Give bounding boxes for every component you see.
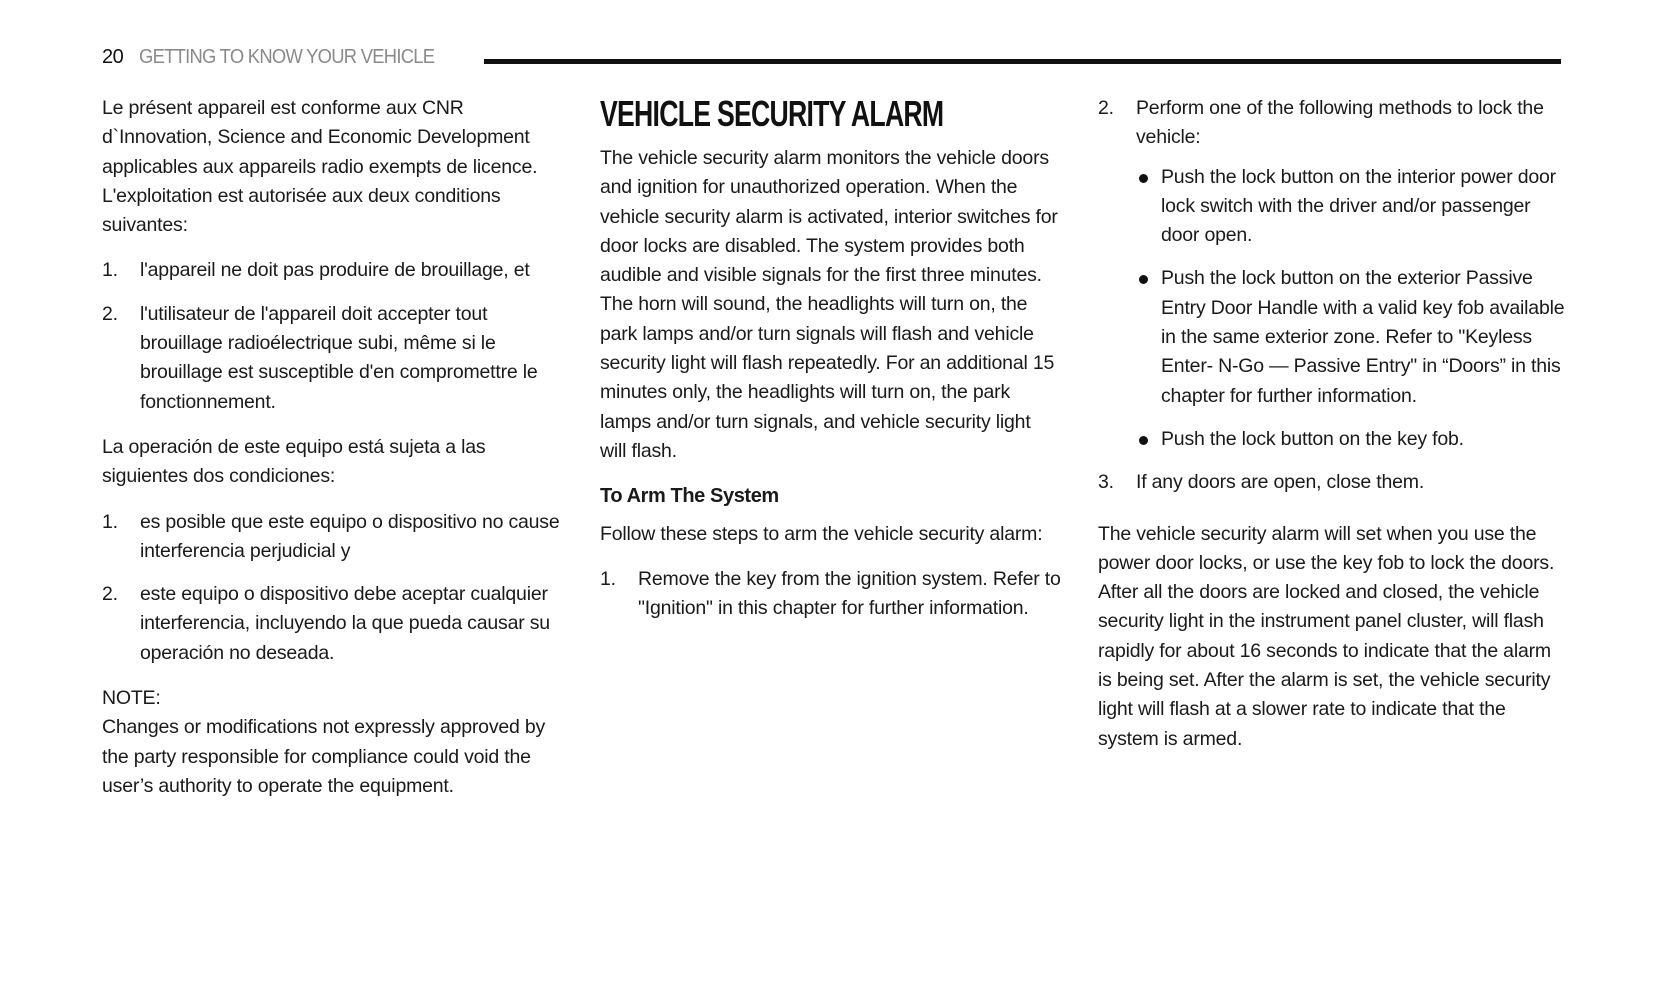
item-number: 2. (102, 302, 118, 325)
section-heading: VEHICLE SECURITY ALARM (600, 93, 944, 134)
list-item (102, 300, 564, 417)
numbered-list (102, 256, 564, 416)
item-text: If any doors are open, close them. (1136, 471, 1425, 494)
bullet-icon (1139, 436, 1148, 445)
note-text: Changes or modifications not expressly approved by the party responsible for compliance could void the user’s authority to operate the equipment. (102, 716, 546, 797)
column-3 (1098, 94, 1566, 770)
item-text: Remove the key from the ignition system. Refer to "Ignition" in this chapter for further information. (638, 567, 1061, 620)
bullet-item (1136, 163, 1566, 251)
page-number: 20 (102, 45, 124, 68)
header-rule (484, 59, 1561, 64)
item-number: 1. (102, 510, 118, 533)
column-2 (600, 94, 1062, 639)
bullet-text: Push the lock button on the interior power door lock switch with the driver and/or passenger door open. (1161, 165, 1556, 247)
column-1 (102, 94, 564, 801)
item-text: Perform one of the following methods to lock the vehicle: (1136, 97, 1544, 149)
paragraph: The vehicle security alarm will set when you use the power door locks, or use the key fob to lock the doors. After all the doors are locked and closed, the vehicle security light in the instrument panel cluster, will flash rapidly for about 16 seconds to indicate that the alarm is being set. After the alarm is set, the vehicle security light will flash at a slower rate to indicate that the system is armed. (1098, 522, 1555, 750)
item-number: 2. (1098, 97, 1114, 119)
bullet-list (1136, 163, 1566, 455)
list-item (102, 580, 564, 668)
list-item (102, 256, 564, 285)
note-label: NOTE: (102, 687, 161, 710)
numbered-list (600, 565, 1062, 624)
list-item (600, 565, 1062, 624)
item-number: 3. (1098, 471, 1114, 494)
bullet-item (1136, 264, 1566, 410)
bullet-text: Push the lock button on the exterior Passive Entry Door Handle with a valid key fob available in the same exterior zone. Refer to "Keyless Enter- N-Go — Passive Entry" in “Doors” in this chapter for further information. (1161, 267, 1565, 407)
list-item (1098, 468, 1566, 497)
numbered-list (102, 508, 564, 668)
section-title: GETTING TO KNOW YOUR VEHICLE (139, 45, 435, 68)
bullet-text: Push the lock button on the key fob. (1161, 427, 1464, 450)
list-item (102, 508, 564, 567)
item-text: l'utilisateur de l'appareil doit accepter tout brouillage radioélectrique subi, même si le brouillage est susceptible d'en compromettre le fonctionnement. (140, 302, 538, 413)
item-text: es posible que este equipo o dispositivo no cause interferencia perjudicial y (140, 510, 560, 562)
running-header (102, 44, 460, 70)
paragraph: Follow these steps to arm the vehicle security alarm: (600, 522, 1043, 545)
bullet-item (1136, 425, 1566, 454)
paragraph: Le présent appareil est conforme aux CNR d`Innovation, Science and Economic Development applicables aux appareils radio exempts de licence. L'exploitation est autorisée aux deux conditions suivantes: (102, 97, 538, 237)
paragraph: The vehicle security alarm monitors the vehicle doors and ignition for unauthorized operation. When the vehicle security alarm is activated, interior switches for door locks are disabled. The system provides both audible and visible signals for the first three minutes. The horn will sound, the headlights will turn on, the park lamps and/or turn signals will flash and vehicle security light will flash repeatedly. For an additional 15 minutes only, the headlights will turn on, the park lamps and/or turn signals, and vehicle security light will flash. (600, 147, 1058, 462)
numbered-list (1098, 94, 1566, 498)
item-number: 1. (600, 567, 616, 590)
paragraph: La operación de este equipo está sujeta a las siguientes dos condiciones: (102, 435, 486, 488)
item-text: l'appareil ne doit pas produire de brouillage, et (140, 259, 530, 282)
item-text: este equipo o dispositivo debe aceptar cualquier interferencia, incluyendo la que pueda causar su operación no deseada. (140, 583, 550, 664)
list-item (1098, 94, 1566, 454)
bullet-icon (1139, 275, 1148, 284)
bullet-icon (1139, 174, 1148, 183)
item-number: 2. (102, 583, 118, 606)
subheading: To Arm The System (600, 485, 779, 508)
item-number: 1. (102, 259, 118, 282)
